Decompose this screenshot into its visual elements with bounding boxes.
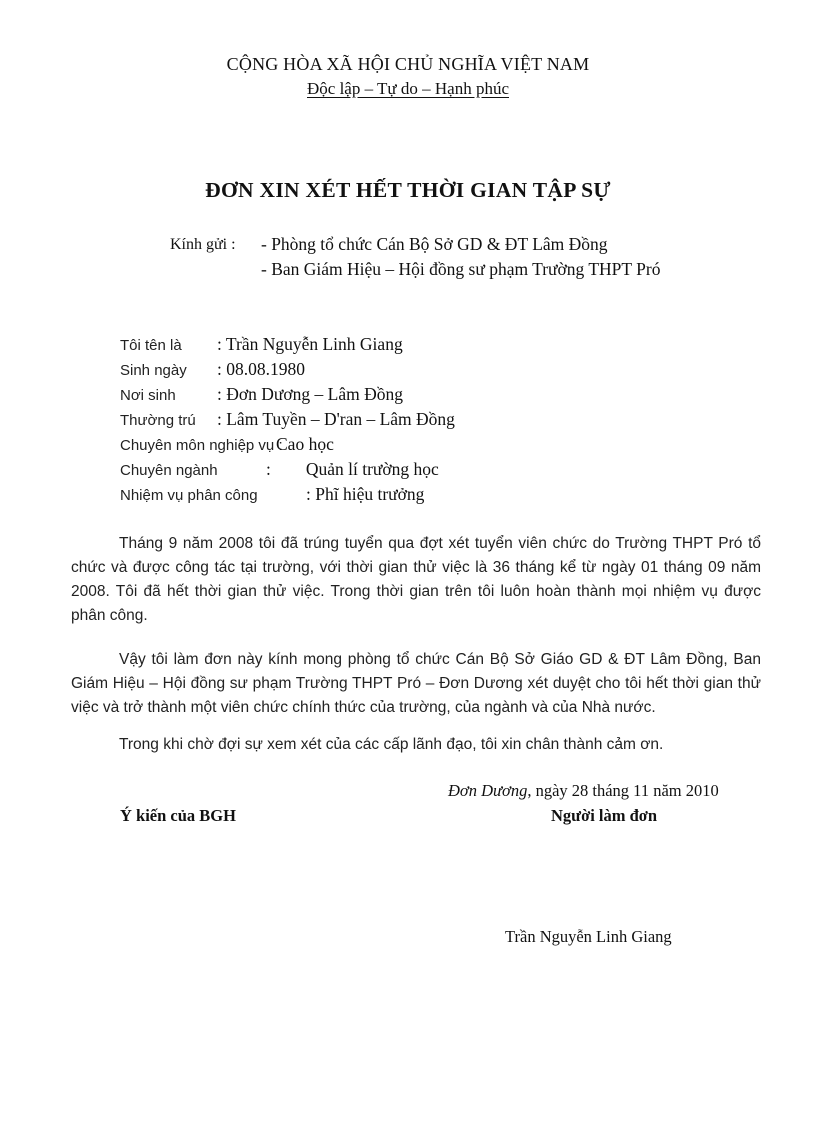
qualification-value: Cao học xyxy=(276,434,334,454)
major-value: : Quản lí trường học xyxy=(266,459,439,479)
assignment-value: : Phĩ hiệu trưởng xyxy=(306,484,425,504)
board-opinion-label: Ý kiến của BGH xyxy=(120,806,236,825)
birth-date-value: : 08.08.1980 xyxy=(217,359,305,379)
residence-value: : Lâm Tuyền – D'ran – Lâm Đồng xyxy=(217,409,455,429)
recipient-line: - Ban Giám Hiệu – Hội đồng sư phạm Trường THPT Pró xyxy=(261,259,661,279)
birthplace-label: Nơi sinh xyxy=(120,387,176,404)
major-label: Chuyên ngành xyxy=(120,462,218,479)
document-title: ĐƠN XIN XÉT HẾT THỜI GIAN TẬP SỰ xyxy=(205,178,611,202)
national-motto: Độc lập – Tự do – Hạnh phúc xyxy=(307,79,509,98)
body-paragraph: Tháng 9 năm 2008 tôi đã trúng tuyển qua đợt xét tuyển viên chức do Trường THPT Pró tổ chức và được công tác tại trường, với thời gian thử việc là 36 tháng kể từ ngày 01 tháng 09 năm 2008. Tôi đã hết thời gian thử việc. Trong thời gian trên tôi luôn hoàn thành mọi nhiệm vụ được phân công. xyxy=(71,535,761,624)
recipient-label: Kính gửi : xyxy=(170,236,236,253)
body-paragraph: Vậy tôi làm đơn này kính mong phòng tổ chức Cán Bộ Sở Giáo GD & ĐT Lâm Đồng, Ban Giám Hiệu – Hội đồng sư phạm Trường THPT Pró – Đơn Dương xét duyệt cho tôi hết thời gian thử việc và trở thành một viên chức chính thức của trường, của ngành và của Nhà nước. xyxy=(71,651,761,716)
name-value: : Trần Nguyễn Linh Giang xyxy=(217,334,403,354)
signature-name: Trần Nguyễn Linh Giang xyxy=(505,927,672,946)
applicant-label: Người làm đơn xyxy=(551,806,658,825)
residence-label: Thường trú xyxy=(120,412,196,429)
birthplace-value: : Đơn Dương – Lâm Đồng xyxy=(217,384,403,404)
national-header: CỘNG HÒA XÃ HỘI CHỦ NGHĨA VIỆT NAM xyxy=(226,54,590,74)
assignment-label: Nhiệm vụ phân công xyxy=(120,487,258,504)
birth-date-label: Sinh ngày xyxy=(120,362,187,379)
name-label: Tôi tên là xyxy=(120,337,182,354)
qualification-label: Chuyên môn nghiệp vụ : xyxy=(120,437,283,454)
date-place: Đơn Dương xyxy=(448,781,528,800)
date-text: , ngày 28 tháng 11 năm 2010 xyxy=(527,781,719,800)
date-line xyxy=(448,781,719,801)
recipient-line: - Phòng tổ chức Cán Bộ Sở GD & ĐT Lâm Đồng xyxy=(261,234,608,254)
body-paragraph: Trong khi chờ đợi sự xem xét của các cấp lãnh đạo, tôi xin chân thành cảm ơn. xyxy=(119,736,664,753)
